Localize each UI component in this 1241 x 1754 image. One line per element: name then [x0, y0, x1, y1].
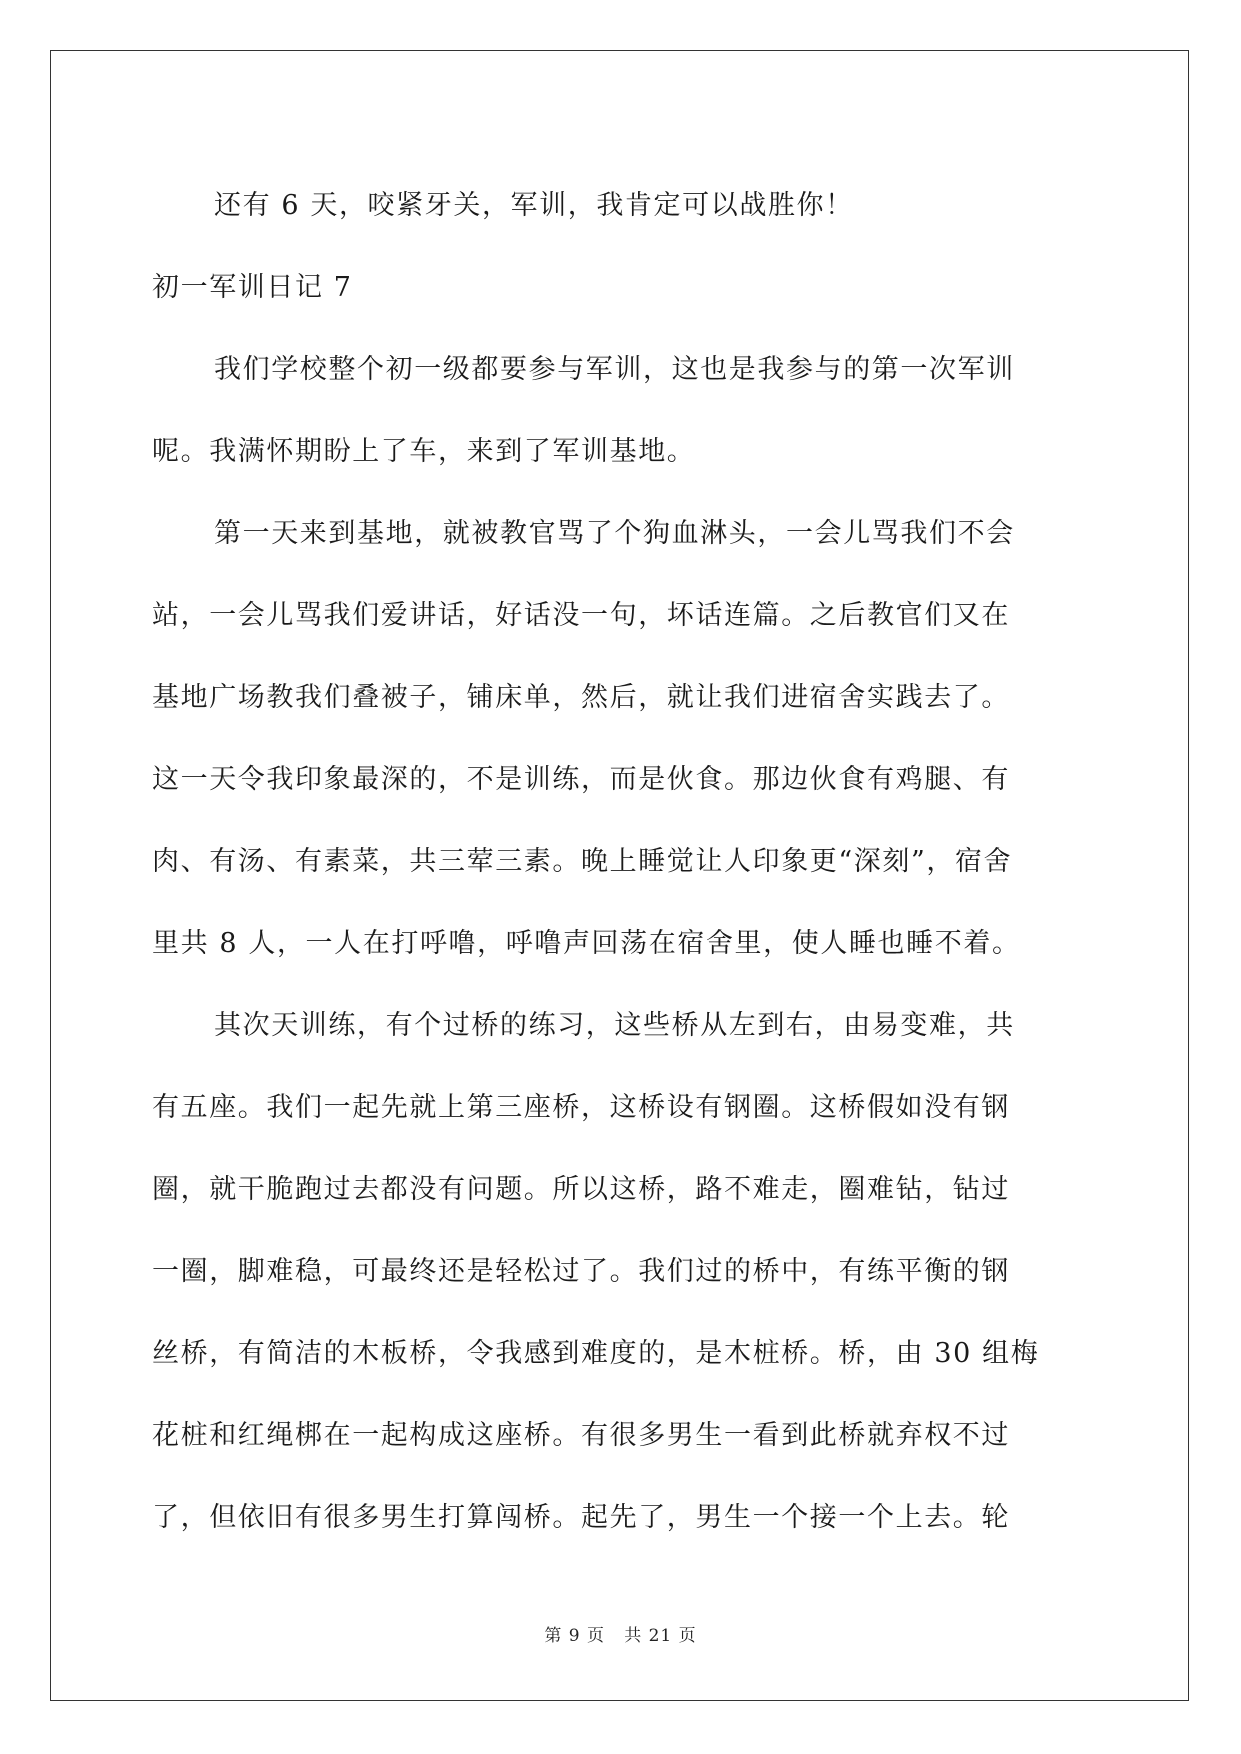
page-number: 第 9 页 — [544, 1626, 605, 1646]
text-line: 肉、有汤、有素菜，共三荤三素。晚上睡觉让人印象更“深刻”，宿舍 — [152, 846, 1013, 877]
text-line: 花桩和红绳梆在一起构成这座桥。有很多男生一看到此桥就弃权不过 — [152, 1420, 1010, 1451]
text-line: 里共 8 人，一人在打呼噜，呼噜声回荡在宿舍里，使人睡也睡不着。 — [152, 928, 1021, 959]
text-line: 还有 6 天，咬紧牙关，军训，我肯定可以战胜你！ — [214, 190, 854, 221]
page-total: 共 21 页 — [624, 1626, 697, 1646]
text-line: 我们学校整个初一级都要参与军训，这也是我参与的第一次军训 — [214, 354, 1015, 385]
text-line: 呢。我满怀期盼上了车，来到了军训基地。 — [152, 436, 696, 467]
text-line: 其次天训练，有个过桥的练习，这些桥从左到右，由易变难，共 — [214, 1010, 1015, 1041]
document-body — [152, 165, 1092, 1559]
text-line: 有五座。我们一起先就上第三座桥，这桥设有钢圈。这桥假如没有钢 — [152, 1092, 1010, 1123]
text-line: 站，一会儿骂我们爱讲话，好话没一句，坏话连篇。之后教官们又在 — [152, 600, 1010, 631]
text-line: 这一天令我印象最深的，不是训练，而是伙食。那边伙食有鸡腿、有 — [152, 764, 1010, 795]
page-footer — [0, 1621, 1241, 1646]
text-line: 丝桥，有简洁的木板桥，令我感到难度的，是木桩桥。桥，由 30 组梅 — [152, 1338, 1040, 1369]
text-line: 基地广场教我们叠被子，铺床单，然后，就让我们进宿舍实践去了。 — [152, 682, 1010, 713]
text-line: 一圈，脚难稳，可最终还是轻松过了。我们过的桥中，有练平衡的钢 — [152, 1256, 1010, 1287]
text-line: 了，但依旧有很多男生打算闯桥。起先了，男生一个接一个上去。轮 — [152, 1502, 1010, 1533]
text-line: 第一天来到基地，就被教官骂了个狗血淋头，一会儿骂我们不会 — [214, 518, 1015, 549]
text-line: 圈，就干脆跑过去都没有问题。所以这桥，路不难走，圈难钻，钻过 — [152, 1174, 1010, 1205]
section-heading: 初一军训日记 7 — [152, 272, 353, 303]
